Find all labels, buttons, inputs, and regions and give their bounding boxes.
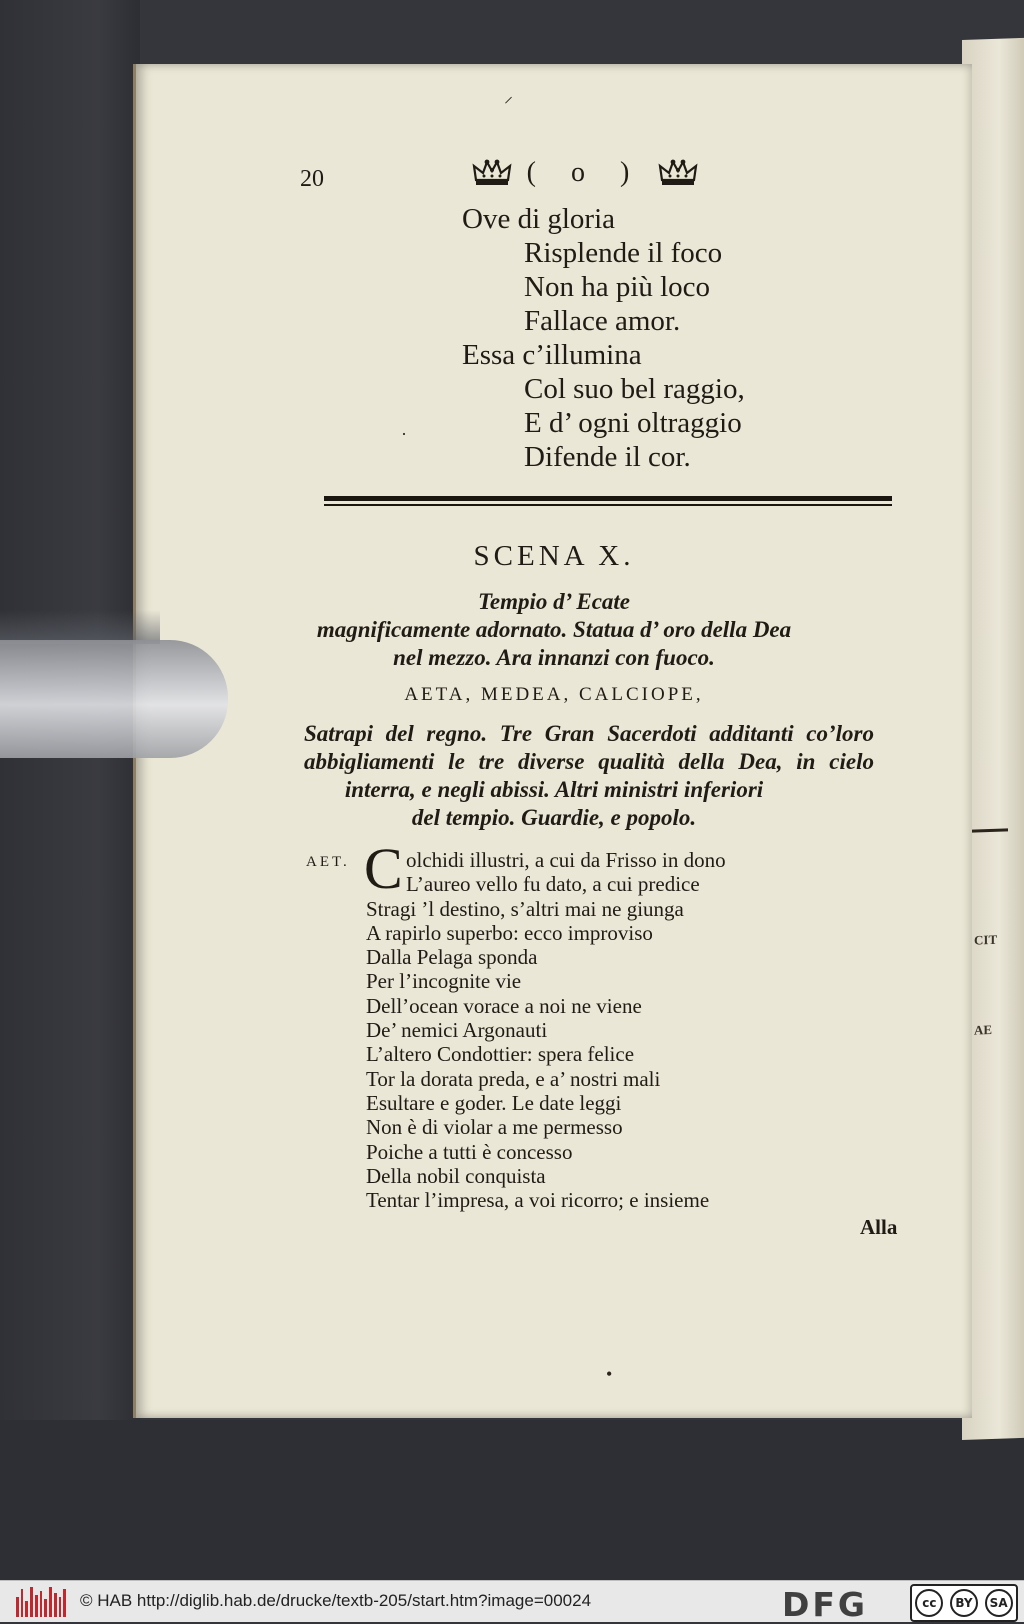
speech-line: Esultare e goder. Le date leggi [366,1090,622,1115]
speech-line: Dell’ocean vorace a noi ne viene [366,993,642,1018]
share-alike-icon: SA [985,1589,1013,1617]
stage-direction-line: nel mezzo. Ara innanzi con fuoco. [393,645,715,670]
speech-line: Tentar l’impresa, a voi ricorro; e insieme [366,1188,710,1213]
next-page-rule [968,828,1008,832]
speech-line: L’altero Condottier: spera felice [366,1042,635,1067]
speech-line: Stragi ’l destino, s’altri mai ne giunga [366,896,684,921]
stage-direction-line: interra, e negli abissi. Altri ministri inferiori [344,777,764,802]
speech-line: Della nobil conquista [366,1163,546,1188]
next-page-text: AE [974,1021,993,1038]
dfg-logo: DFG [782,1585,869,1624]
scene-title: SCENA X. [473,540,635,572]
character-list: AETA, MEDEA, CALCIOPE, [404,684,704,705]
cc-icon: cc [915,1589,943,1617]
attribution-icon: BY [950,1589,978,1617]
speaker-label: AET. [306,854,350,870]
crown-icon [472,158,512,188]
verse-line: Ove di gloria [462,203,616,235]
verse-line: E d’ ogni oltraggio [524,407,742,439]
crown-icon [658,158,698,188]
ink-dot: · [401,424,407,444]
viewer-footer [0,1580,1024,1622]
ink-dot: • [606,1364,613,1384]
hab-logo-icon [16,1585,66,1617]
next-page-text: CIT [974,931,998,948]
speech-line: olchidi illustri, a cui da Frisso in dono [406,848,726,872]
page-number: 20 [300,166,324,192]
cc-license-badge[interactable] [910,1584,1018,1622]
book-page [133,64,972,1418]
drop-capital: C [364,836,403,901]
stage-direction-line: Tempio d’ Ecate [477,589,631,614]
clip-shadow [0,610,160,644]
scan-background-bottom [0,1420,1024,1580]
speech-line: A rapirlo superbo: ecco improviso [366,920,653,945]
verse-line: Non ha più loco [524,271,711,303]
section-rule-thin [324,504,892,506]
scan-background-left [0,0,140,1580]
verse-line: Fallace amor. [524,305,681,337]
verse-line: Col suo bel raggio, [524,373,745,405]
speech-line: Non è di violar a me permesso [366,1115,623,1140]
page-holder-clip [0,640,228,758]
stage-direction-line: del tempio. Guardie, e popolo. [411,805,697,830]
speech-line: Dalla Pelaga sponda [366,945,538,970]
header-ornament [472,156,698,190]
header-mark: ( o ) [526,157,644,188]
speech-line: L’aureo vello fu dato, a cui predice [406,872,700,897]
section-rule [324,496,892,501]
stage-direction-line: Satrapi del regno. Tre Gran Sacerdoti additanti co’loro [304,721,874,746]
speech-line: Poiche a tutti è concesso [366,1139,573,1164]
catchword: Alla [860,1215,898,1239]
verse-line: Difende il cor. [524,441,691,473]
speech-block [366,848,726,1212]
verse-block [462,202,745,474]
verse-line: Essa c’illumina [462,339,642,371]
stage-direction-line: abbigliamenti le tre diverse qualità della Dea, in cielo [304,749,874,774]
stage-direction-line: magnificamente adornato. Statua d’ oro della Dea [316,617,792,642]
speech-line: De’ nemici Argonauti [366,1018,548,1043]
speech-line: Per l’incognite vie [366,969,522,994]
verse-line: Risplende il foco [524,237,723,269]
source-link[interactable]: © HAB http://diglib.hab.de/drucke/textb-205/start.htm?image=00024 [80,1591,592,1610]
ink-speck: ⸝ [504,86,513,106]
speech-line: Tor la dorata preda, e a’ nostri mali [366,1066,661,1091]
